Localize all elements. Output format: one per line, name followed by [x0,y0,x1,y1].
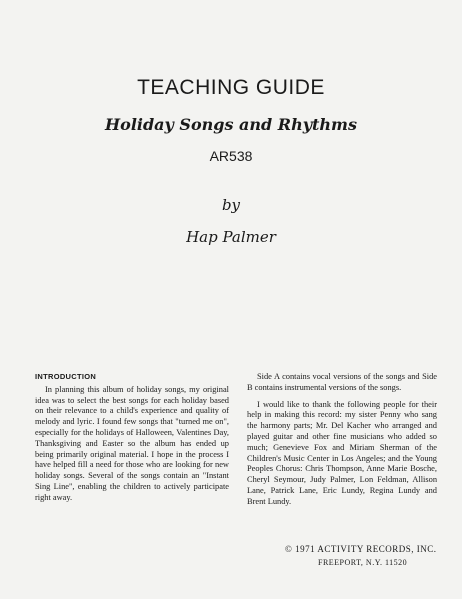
introduction-paragraph: In planning this album of holiday songs, my original idea was to select the best songs for each holiday based on their relevance to a child's experience and quality of melody and lyric. I found few songs that "turned me on", especially for the holidays of Halloween, Valentines Day, Thanksgiving and Easter so the album has ended up being primarily original material. I hope in the process I have helped fill a need for those who are looking for new holiday songs. Several of the songs contain an "Instant Sing Line", enabling the children to actively participate right away. [35,384,229,502]
catalog-number: AR538 [209,148,253,164]
by-line: by [221,196,241,214]
acknowledgements-column [247,372,437,514]
thanks-paragraph: I would like to thank the following people for their help in making this record: my sister Penny who sang the harmony parts; Mr. Del Kacher who arranged and played guitar and other fine musicians who added so much; Genevieve Fox and Miriam Sherman of the Children's Music Center in Los Angeles; and the Young Peoples Chorus: Chris Thompson, Anne Marie Bosche, Cheryl Seymour, Judy Palmer, Lon Feldman, Allison Lane, Patrick Lane, Eric Lundy, Regina Lundy and Brent Lundy. [247,399,437,506]
copyright-notice: © 1971 ACTIVITY RECORDS, INC. [285,544,437,554]
author-name: Hap Palmer [186,228,276,246]
publisher-address: FREEPORT, N.Y. 11520 [318,558,408,567]
album-subtitle: Holiday Songs and Rhythms [105,115,357,134]
page-title: TEACHING GUIDE [137,76,325,99]
introduction-heading: INTRODUCTION [35,372,97,381]
sides-paragraph: Side A contains vocal versions of the songs and Side B contains instrumental versions of the songs. [247,372,437,392]
introduction-column [35,372,229,510]
